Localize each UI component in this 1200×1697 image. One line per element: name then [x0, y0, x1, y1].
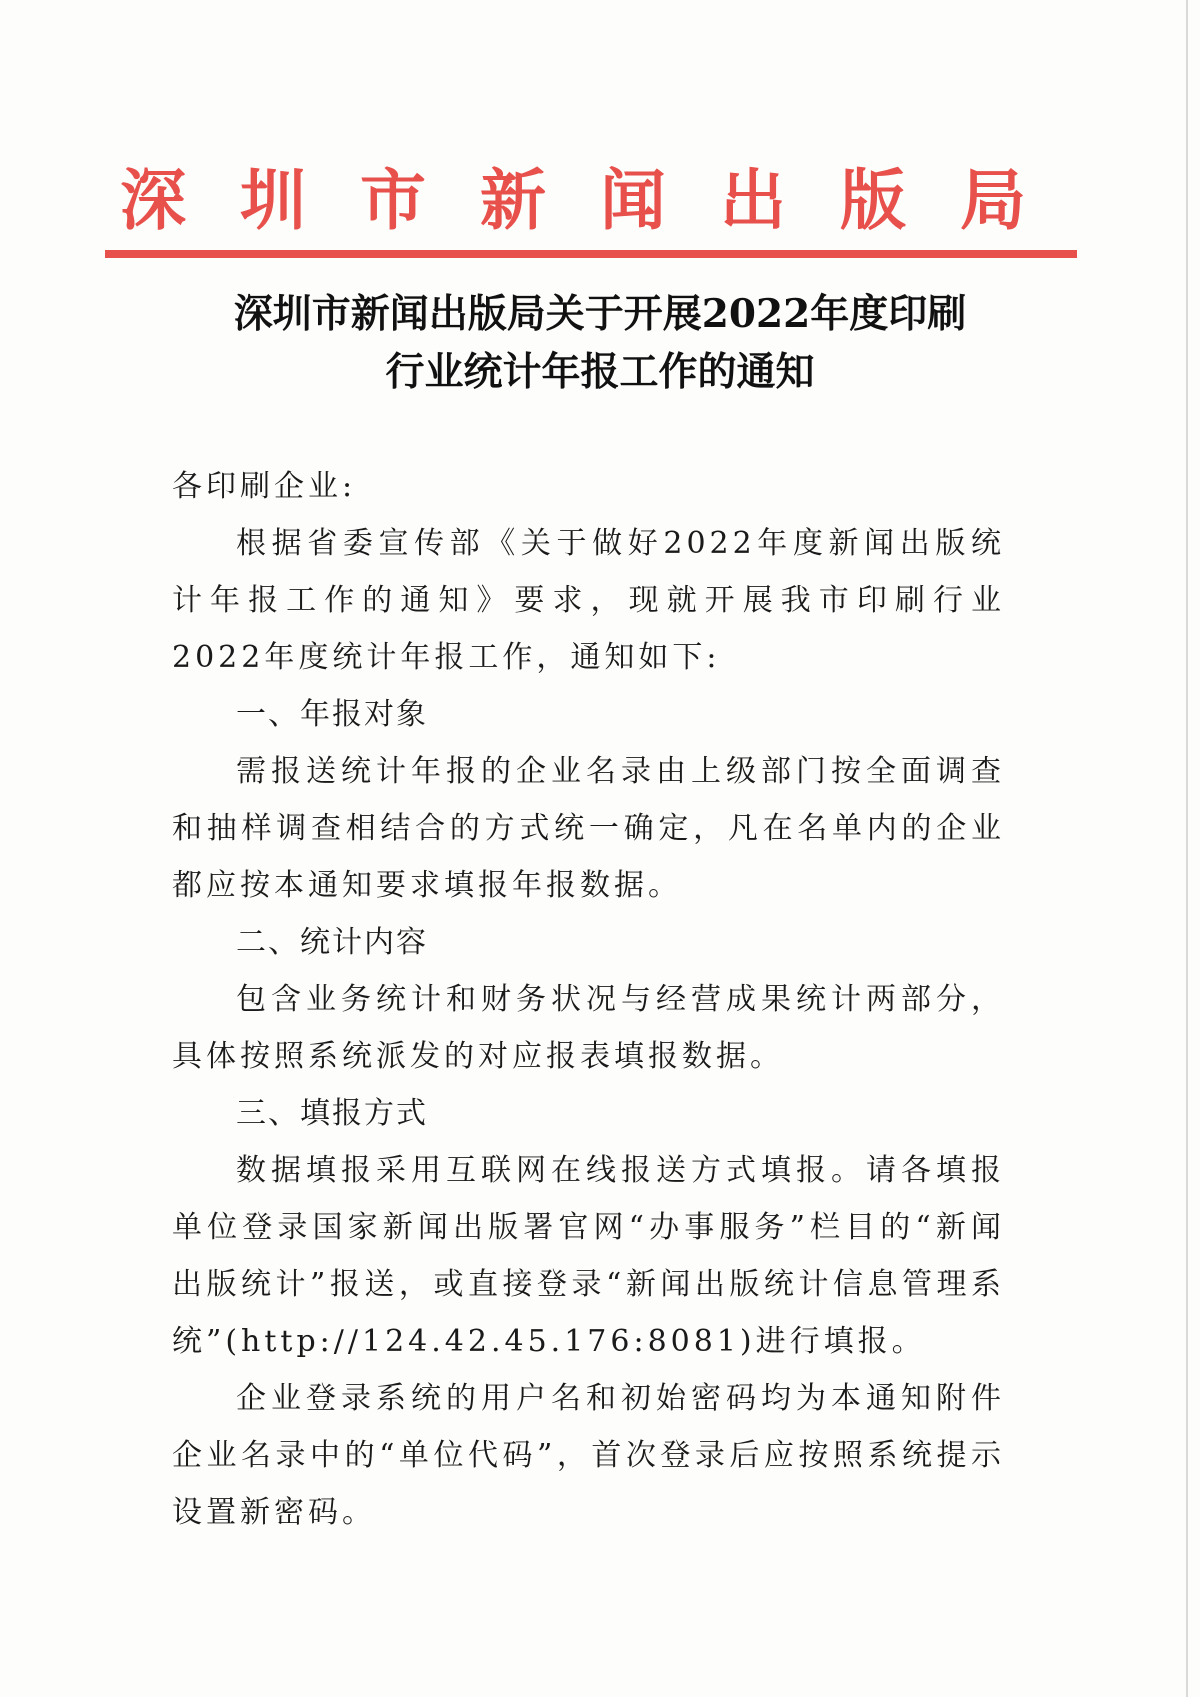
title-line-2: 行业统计年报工作的通知	[385, 349, 815, 395]
section-heading-1: 一、年报对象	[236, 697, 428, 732]
section-3-paragraph-2: 企业登录系统的用户名和初始密码均为本通知附件企业名录中的“单位代码”，首次登录后应按照系统提示设置新密码。	[172, 1381, 1005, 1530]
intro-paragraph: 根据省委宣传部《关于做好2022年度新闻出版统计年报工作的通知》要求，现就开展我市印刷行业2022年度统计年报工作，通知如下:	[172, 526, 1005, 675]
title-line-1: 深圳市新闻出版局关于开展2022年度印刷	[233, 291, 967, 337]
agency-letterhead: 深圳市新闻出版局	[120, 161, 1080, 239]
section-1-paragraph-1: 需报送统计年报的企业名录由上级部门按全面调查和抽样调查相结合的方式统一确定，凡在名单内的企业都应按本通知要求填报年报数据。	[172, 754, 1005, 903]
scan-edge-divider	[1186, 0, 1188, 1697]
document-title	[150, 285, 1050, 401]
letterhead-red-rule	[105, 250, 1077, 258]
salutation: 各印刷企业:	[172, 469, 357, 504]
section-heading-3: 三、填报方式	[236, 1096, 428, 1131]
document-body	[172, 458, 1005, 1541]
section-2-paragraph-1: 包含业务统计和财务状况与经营成果统计两部分，具体按照系统派发的对应报表填报数据。	[172, 982, 1005, 1074]
section-3-paragraph-1: 数据填报采用互联网在线报送方式填报。请各填报单位登录国家新闻出版署官网“办事服务”栏目的“新闻出版统计”报送，或直接登录“新闻出版统计信息管理系统”(http://124.42.45.176:8081)进行填报。	[172, 1153, 1005, 1359]
section-heading-2: 二、统计内容	[236, 925, 428, 960]
